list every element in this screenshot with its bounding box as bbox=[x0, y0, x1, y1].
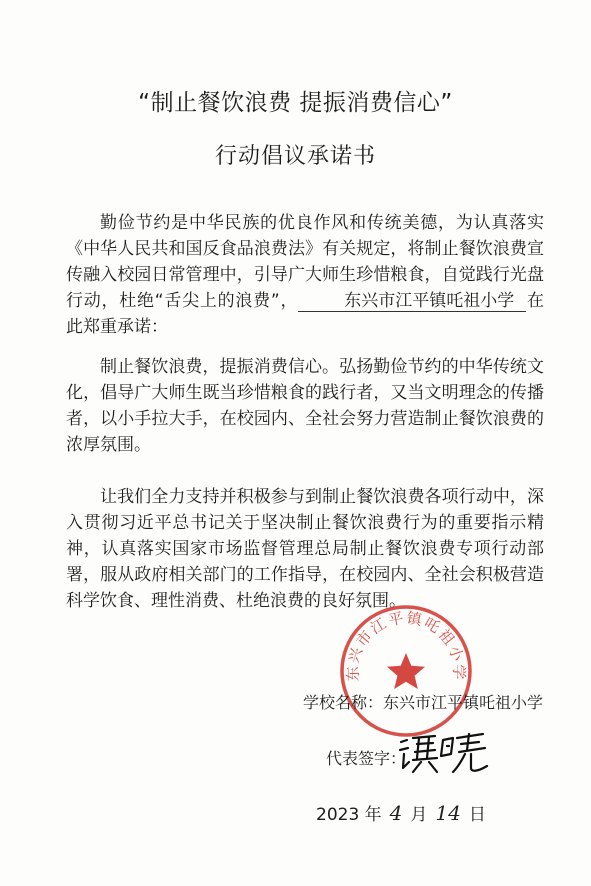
representative-label: 代表签字： bbox=[326, 749, 407, 768]
school-name-line bbox=[303, 690, 543, 713]
official-seal bbox=[336, 601, 476, 741]
school-name: 东兴市江平镇吒祖小学 bbox=[382, 693, 543, 712]
date-month: 4 bbox=[389, 801, 403, 825]
year-label: 年 bbox=[364, 805, 382, 825]
document-subtitle: 行动倡议承诺书 bbox=[214, 144, 376, 169]
paragraph-pledge: 制止餐饮浪费，提振消费信心。弘扬勤俭节约的中华传统文化，倡导广大师生既当珍惜粮食的践行者，又当文明理念的传播者，以小手拉大手，在校园内、全社会努力营造制止餐饮浪费的浓厚氛围。 bbox=[66, 357, 544, 455]
paragraph-intro bbox=[66, 210, 544, 340]
seal-text: 东兴市江平镇吒祖小学 bbox=[343, 608, 469, 682]
paragraph-intro-text: 勤俭节约是中华民族的优良作风和传统美德，为认真落实《中华人民共和国反食品浪费法》有关规定，将制止餐饮浪费宣传融入校园日常管理中，引导广大师生珍惜粮食，自觉践行光盘行动，杜绝“舌尖上的浪费”， bbox=[66, 213, 544, 311]
representative-line bbox=[326, 746, 406, 769]
date-line bbox=[316, 800, 486, 825]
handwritten-signature bbox=[395, 728, 491, 776]
date-day: 14 bbox=[435, 801, 461, 825]
school-name-underlined: 东兴市江平镇吒祖小学 bbox=[298, 291, 526, 312]
month-label: 月 bbox=[410, 805, 428, 825]
paragraph-intro-end: 在此郑重承诺： bbox=[66, 291, 544, 337]
star-icon bbox=[387, 653, 425, 689]
school-label: 学校名称： bbox=[302, 693, 383, 712]
paragraph-action: 让我们全力支持并积极参与到制止餐饮浪费各项行动中，深入贯彻习近平总书记关于坚决制止餐饮浪费行为的重要指示精神，认真落实国家市场监督管理总局制止餐饮浪费专项行动部署，服从政府相关部门的工作指导，在校园内、全社会积极营造科学饮食、理性消费、杜绝浪费的良好氛围。 bbox=[66, 487, 544, 611]
day-label: 日 bbox=[468, 805, 486, 825]
document-title: “制止餐饮浪费 提振消费信心” bbox=[138, 90, 453, 116]
date-year: 2023 bbox=[316, 805, 360, 825]
